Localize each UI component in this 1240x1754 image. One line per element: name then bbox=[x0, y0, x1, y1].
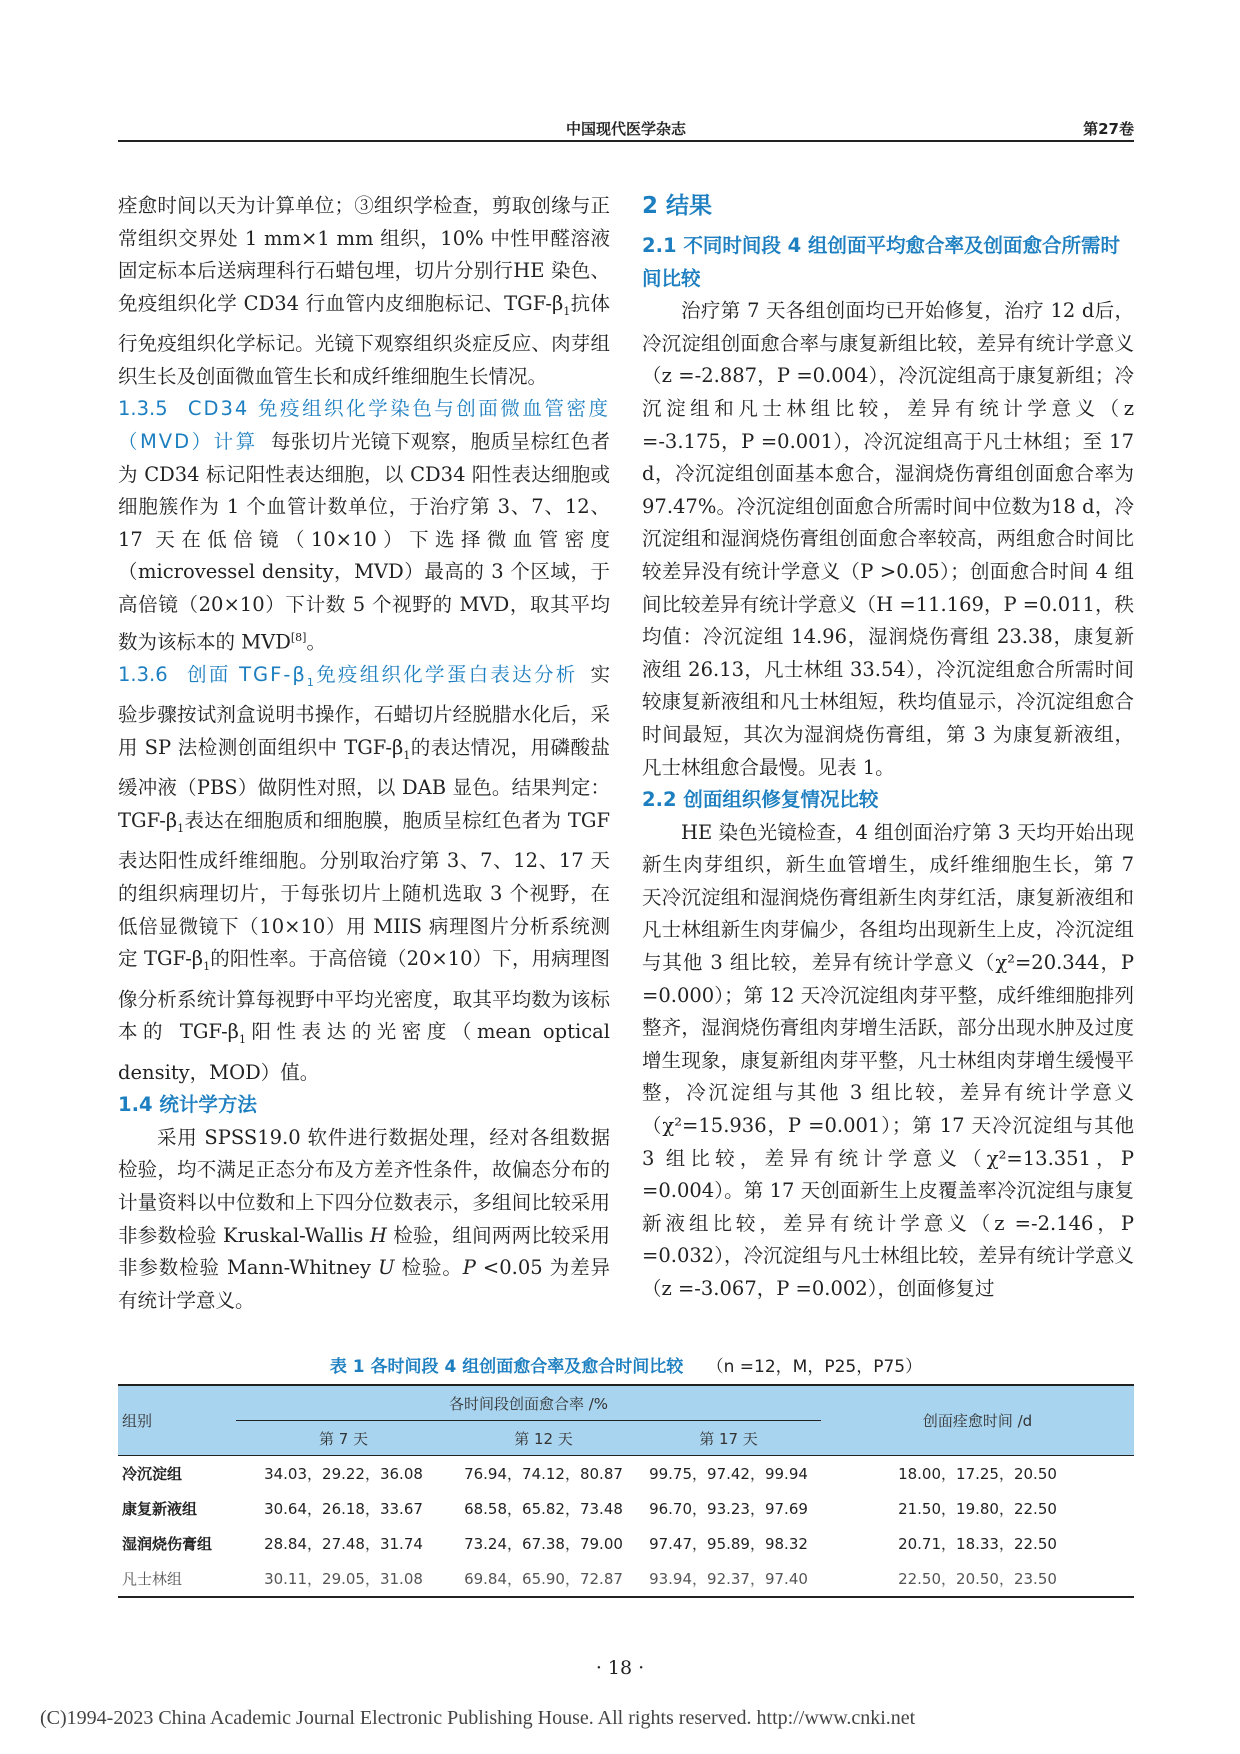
volume-label: 第27卷 bbox=[1083, 120, 1134, 138]
journal-name: 中国现代医学杂志 bbox=[565, 120, 686, 138]
page-number: · 18 · bbox=[595, 1657, 645, 1679]
header-healing-rate: 各时间段创面愈合率 /% bbox=[236, 1385, 821, 1421]
paragraph-healing-rate: 治疗第 7 天各组创面均已开始修复，治疗 12 d后，冷沉淀组创面愈合率与康复新组比较，差异有统计学意义（z =-2.887，P =0.004），冷沉淀组高于康复新组；冷沉淀组和凡士林组比较，差异有统计学意义（z =-3.175，P =0.001），冷沉淀组高于凡士林组；至 17 d，冷沉淀组创面基本愈合，湿润烧伤膏组创面愈合率为 97.47%。冷沉淀组创面愈合所需时间中位数为18 d，冷沉淀组和湿润烧伤膏组创面愈合率较高，两组愈合时间比较差异没有统计学意义（P >0.05）；创面愈合时间 4 组间比较差异有统计学意义（H =11.169，P =0.011，秩均值：冷沉淀组 14.96，湿润烧伤膏组 23.38，康复新液组 26.13，凡士林组 33.54），冷沉淀组愈合所需时间较康复新液组和凡士林组短，秩均值显示，冷沉淀组愈合时间最短，其次为湿润烧伤膏组，第 3 为康复新液组，凡士林组愈合最慢。见表 1。 bbox=[642, 299, 1134, 779]
table-row: 凡士林组 30.11，29.05，31.08 69.84，65.90，72.87 93.94，92.37，97.40 22.50，20.50，23.50 bbox=[118, 1561, 1134, 1597]
header-day17: 第 17 天 bbox=[636, 1421, 821, 1456]
table-title: 表 1 各时间段 4 组创面愈合率及愈合时间比较 bbox=[329, 1357, 684, 1377]
reference-marker: [8] bbox=[290, 630, 307, 644]
header-day7: 第 7 天 bbox=[236, 1421, 451, 1456]
table-row: 冷沉淀组 34.03，29.22，36.08 76.94，74.12，80.87 99.75，97.42，99.94 18.00，17.25，20.50 bbox=[122, 1465, 1057, 1483]
paragraph-statistics: 采用 SPSS19.0 软件进行数据处理，经对各组数据检验，均不满足正态分布及方差齐性条件，故偏态分布的计量资料以中位数和上下四分位数表示，多组间比较采用非参数检验 Kruskal-Wallis H 检验，组间两两比较采用非参数检验 Mann-Whitney U 检验。P <0.05 为差异有统计学意义。 bbox=[118, 1125, 611, 1312]
header-day12: 第 12 天 bbox=[451, 1421, 636, 1456]
copyright-footer: (C)1994-2023 China Academic Journal Electronic Publishing House. All rights reserved. http://www.cnki.net bbox=[40, 1707, 916, 1729]
paragraph-tissue-repair: HE 染色光镜检查，4 组创面治疗第 3 天均开始出现新生肉芽组织，新生血管增生，成纤维细胞生长，第 7 天冷沉淀组和湿润烧伤膏组新生肉芽红活，康复新液组和凡士林组新生肉芽偏少，各组均出现新生上皮，冷沉淀组与其他 3 组比较，差异有统计学意义（χ²=20.344，P =0.000）；第 12 天冷沉淀组肉芽平整，成纤维细胞排列整齐，湿润烧伤膏组肉芽增生活跃，部分出现水肿及过度增生现象，康复新组肉芽平整，凡士林组肉芽增生缓慢平整，冷沉淀组与其他 3 组比较，差异有统计学意义（χ²=15.936，P =0.001）；第 17 天冷沉淀组与其他 3 组比较，差异有统计学意义（χ²=13.351，P =0.004）。第 17 天创面新生上皮覆盖率冷沉淀组与康复新液组比较，差异有统计学意义（z =-2.146，P =0.032），冷沉淀组与凡士林组比较，差异有统计学意义（z =-3.067，P =0.002），创面修复过 bbox=[642, 820, 1134, 1300]
section-number: 1.3.5 bbox=[118, 397, 168, 421]
table-row: 康复新液组 30.64，26.18，33.67 68.58，65.82，73.48 96.70，93.23，97.69 21.50，19.80，22.50 bbox=[122, 1500, 1057, 1518]
left-column bbox=[118, 190, 610, 1317]
header-group: 组别 bbox=[118, 1385, 236, 1456]
paragraph-histology: 痊愈时间以天为计算单位；③组织学检查，剪取创缘与正常组织交界处 1 mm×1 mm 组织，10% 中性甲醛溶液固定标本后送病理科行石蜡包埋，切片分别行HE 染色、免疫组织化学 CD34 行血管内皮细胞标记、TGF-$\beta_1$抗体行免疫组织化学标记。光镜下观察组织炎症反应、肉芽组织生长及创面微血管生长和成纤维细胞生长情况。 bbox=[118, 194, 610, 388]
running-header bbox=[118, 118, 1134, 142]
section-2-title: 2 结果 bbox=[642, 193, 713, 219]
header-healing-time: 创面痊愈时间 /d bbox=[821, 1385, 1134, 1456]
results-table bbox=[118, 1384, 1134, 1598]
section-1-4-title: 1.4 统计学方法 bbox=[118, 1093, 257, 1117]
table-caption bbox=[118, 1352, 1134, 1377]
section-2-2-title: 2.2 创面组织修复情况比较 bbox=[642, 788, 879, 812]
section-title: CD34 免疫组织化学染色与创面微血管密度（MVD）计算 bbox=[118, 397, 610, 454]
section-number: 1.3.6 bbox=[118, 662, 168, 686]
section-title: 创面 TGF-$\beta_1$免疫组织化学蛋白表达分析 bbox=[187, 662, 578, 689]
table-row: 湿润烧伤膏组 28.84，27.48，31.74 73.24，67.38，79.00 97.47，95.89，98.32 20.71，18.33，22.50 bbox=[122, 1535, 1057, 1553]
section-2-1-title: 2.1 不同时间段 4 组创面平均愈合率及创面愈合所需时间比较 bbox=[642, 234, 1120, 290]
table-note: （n =12，M，P25，P75） bbox=[706, 1357, 923, 1377]
section-1-3-5: 1.3.5 CD34 免疫组织化学染色与创面微血管密度（MVD）计算 每张切片光镜下观察，胞质呈棕红色者为 CD34 标记阳性表达细胞，以 CD34 阳性表达细胞或细胞簇作为 1 个血管计数单位，于治疗第 3、7、12、17 天在低倍镜（10×10）下选择微血管密度（microvessel density，MVD）最高的 3 个区域，于高倍镜（20×10）下计数 5 个视野的 MVD，取其平均数为该标本的 MVD[8]。 bbox=[118, 397, 610, 654]
right-column bbox=[642, 190, 1134, 1306]
section-1-3-6: 1.3.6 创面 TGF-$\beta_1$免疫组织化学蛋白表达分析 实验步骤按试剂盒说明书操作，石蜡切片经脱腊水化后，采用 SP 法检测创面组织中 TGF-$\beta_1$的表达情况，用磷酸盐缓冲液（PBS）做阴性对照，以 DAB 显色。结果判定：TGF-$\beta_1$表达在细胞质和细胞膜，胞质呈棕红色者为 TGF 表达阳性成纤维细胞。分别取治疗第 3、7、12、17 天的组织病理切片，于每张切片上随机选取 3 个视野，在低倍显微镜下（10×10）用 MIIS 病理图片分析系统测定 TGF-$\beta_1$的阳性率。于高倍镜（20×10）下，用病理图像分析系统计算每视野中平均光密度，取其平均数为该标本的 TGF-$\beta_1$阳性表达的光密度（mean optical density，MOD）值。 bbox=[118, 662, 610, 1084]
